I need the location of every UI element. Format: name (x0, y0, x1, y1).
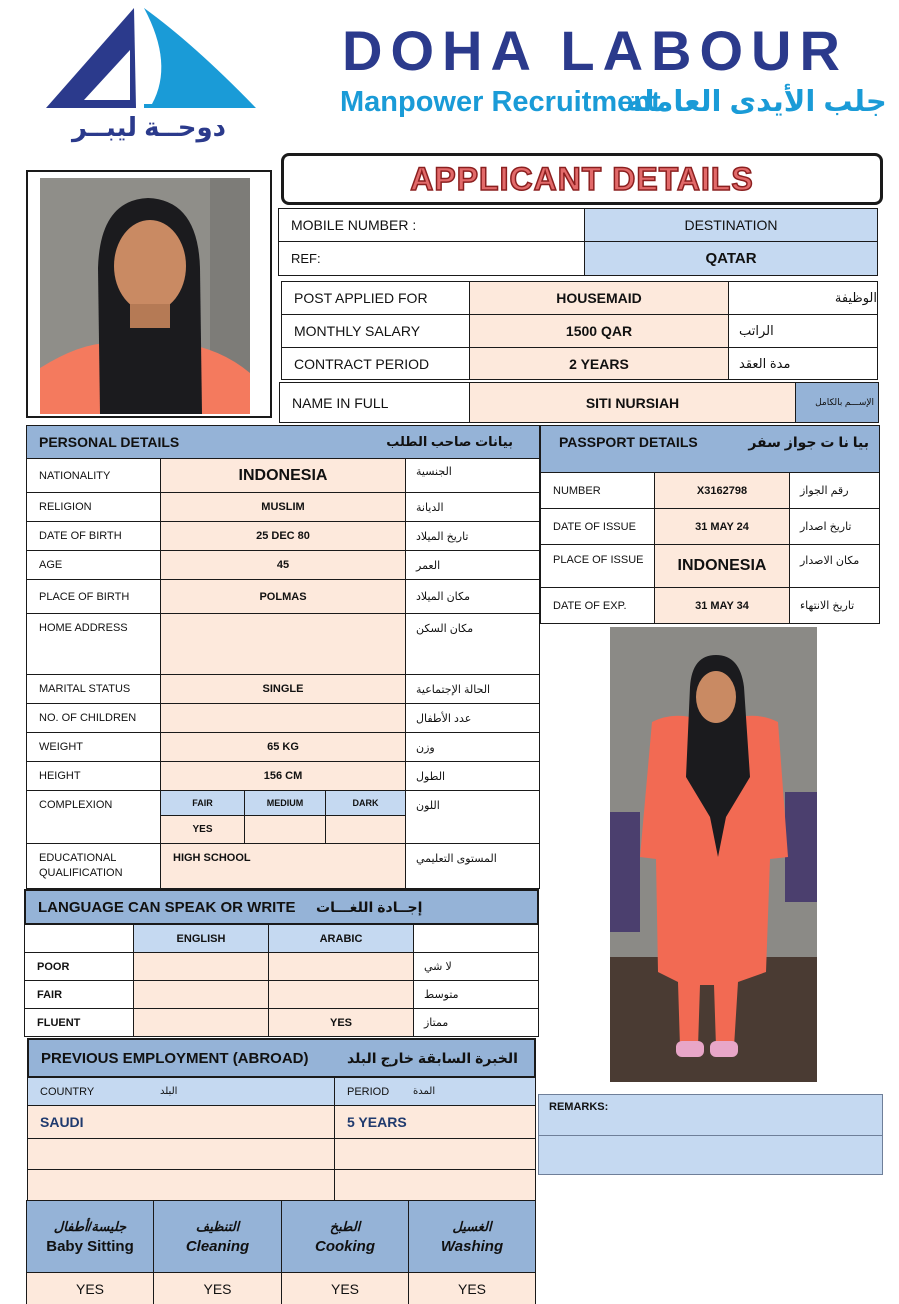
dob-label: DATE OF BIRTH (26, 521, 161, 551)
language-title-ar: إجــادة اللغـــات (316, 898, 423, 915)
dob-value: 25 DEC 80 (160, 521, 406, 551)
contract-label: CONTRACT PERIOD (281, 347, 470, 380)
skill-babysitting-value: YES (26, 1272, 154, 1304)
expiry-date-label: DATE OF EXP. (540, 587, 655, 624)
name-value: SITI NURSIAH (469, 382, 796, 423)
post-value: HOUSEMAID (469, 281, 729, 315)
nationality-label: NATIONALITY (26, 458, 161, 493)
complexion-dark-header: DARK (325, 790, 406, 816)
issue-date-value: 31 MAY 24 (654, 508, 790, 545)
salary-ar: الراتب (728, 314, 878, 348)
employment-country-value: SAUDI (27, 1105, 335, 1139)
passport-details-title: PASSPORT DETAILS (559, 434, 698, 450)
employment-period-value: 5 YEARS (334, 1105, 536, 1139)
language-poor-english (133, 952, 269, 981)
skill-cooking-value: YES (281, 1272, 409, 1304)
employment-title-ar: الخبرة السابقة خارج البلد (347, 1049, 518, 1066)
passport-details-title-ar: بيا نا ت جواز سفر (748, 434, 869, 450)
period-label-ar: المدة (413, 1086, 436, 1097)
logo-arabic-text: دوحــة ليبــر (72, 112, 226, 142)
language-fair-label: FAIR (24, 980, 134, 1009)
skill-cleaning-value: YES (153, 1272, 282, 1304)
marital-value: SINGLE (160, 674, 406, 704)
weight-label: WEIGHT (26, 732, 161, 762)
employment-country-header (27, 1077, 335, 1106)
issue-date-ar: تاريخ اصدار (789, 508, 880, 545)
company-header (282, 4, 892, 146)
complexion-fair-value: YES (160, 815, 245, 844)
employment-empty-period-2 (334, 1169, 536, 1201)
address-value (160, 613, 406, 675)
complexion-medium-header: MEDIUM (244, 790, 326, 816)
remarks-area (538, 1135, 883, 1175)
language-fluent-label: FLUENT (24, 1008, 134, 1037)
brand-subtitle-ar: جلب الأيدى العاملة (626, 86, 887, 118)
weight-ar: وزن (405, 732, 540, 762)
form-title: APPLICANT DETAILS (410, 160, 754, 197)
education-value: HIGH SCHOOL (160, 843, 406, 889)
employment-empty-country-2 (27, 1169, 335, 1201)
religion-ar: الديانة (405, 492, 540, 522)
brand-subtitle-en: Manpower Recruitment (340, 86, 661, 118)
pob-value: POLMAS (160, 579, 406, 614)
skill-cooking-ar: الطبخ (329, 1218, 361, 1234)
post-label: POST APPLIED FOR (281, 281, 470, 315)
issue-place-ar: مكان الاصدار (789, 544, 880, 588)
age-label: AGE (26, 550, 161, 580)
skill-washing-value: YES (408, 1272, 536, 1304)
issue-place-value: INDONESIA (654, 544, 790, 588)
period-label: PERIOD (347, 1085, 390, 1098)
personal-details-title-ar: بيانات صاحب الطلب (386, 434, 513, 449)
name-label: NAME IN FULL (279, 382, 470, 423)
passport-number-value: X3162798 (654, 472, 790, 509)
nationality-ar: الجنسية (405, 458, 540, 493)
remarks-box (538, 1094, 883, 1136)
issue-place-label: PLACE OF ISSUE (540, 544, 655, 588)
employment-empty-country-1 (27, 1138, 335, 1170)
complexion-ar: اللون (405, 790, 540, 844)
language-corner-right (413, 924, 539, 953)
passport-number-ar: رقم الجواز (789, 472, 880, 509)
education-ar: المستوى التعليمي (405, 843, 540, 889)
complexion-label: COMPLEXION (26, 790, 161, 844)
language-arabic-header: ARABIC (268, 924, 414, 953)
skill-babysitting-ar: جليسة/أطفال (53, 1218, 127, 1234)
ref-label: REF: (278, 241, 585, 276)
contract-ar: مدة العقد (728, 347, 878, 380)
applicant-headshot (40, 178, 250, 414)
salary-label: MONTHLY SALARY (281, 314, 470, 348)
personal-details-title: PERSONAL DETAILS (39, 434, 180, 450)
skill-cooking-en: Cooking (315, 1237, 375, 1255)
education-label: EDUCATIONAL QUALIFICATION (26, 843, 161, 889)
skill-cooking-header (281, 1200, 409, 1273)
skill-cleaning-header (153, 1200, 282, 1273)
language-fluent-english (133, 1008, 269, 1037)
language-poor-arabic (268, 952, 414, 981)
expiry-date-ar: تاريخ الانتهاء (789, 587, 880, 624)
religion-label: RELIGION (26, 492, 161, 522)
language-fluent-ar: ممتاز (413, 1008, 539, 1037)
country-label: COUNTRY (40, 1085, 95, 1098)
mobile-label: MOBILE NUMBER : (278, 208, 585, 242)
contract-value: 2 YEARS (469, 347, 729, 380)
religion-value: MUSLIM (160, 492, 406, 522)
form-title-box (281, 153, 883, 205)
height-value: 156 CM (160, 761, 406, 791)
language-header (24, 889, 539, 925)
language-fluent-arabic: YES (268, 1008, 414, 1037)
age-ar: العمر (405, 550, 540, 580)
language-poor-label: POOR (24, 952, 134, 981)
marital-label: MARITAL STATUS (26, 674, 161, 704)
language-poor-ar: لا شي (413, 952, 539, 981)
age-value: 45 (160, 550, 406, 580)
employment-header (27, 1038, 536, 1078)
expiry-date-value: 31 MAY 34 (654, 587, 790, 624)
skill-babysitting-en: Baby Sitting (46, 1237, 134, 1255)
company-logo (24, 4, 266, 166)
height-label: HEIGHT (26, 761, 161, 791)
country-label-ar: البلد (160, 1086, 178, 1097)
pob-ar: مكان الميلاد (405, 579, 540, 614)
dob-ar: تاريخ الميلاد (405, 521, 540, 551)
language-fair-ar: متوسط (413, 980, 539, 1009)
complexion-dark-value (325, 815, 406, 844)
brand-name: DOHA LABOUR (342, 19, 848, 82)
language-title: LANGUAGE CAN SPEAK OR WRITE (38, 898, 296, 916)
passport-details-header (540, 425, 880, 473)
marital-ar: الحالة الإجتماعية (405, 674, 540, 704)
employment-title: PREVIOUS EMPLOYMENT (ABROAD) (41, 1049, 309, 1067)
complexion-medium-value (244, 815, 326, 844)
pob-label: PLACE OF BIRTH (26, 579, 161, 614)
salary-value: 1500 QAR (469, 314, 729, 348)
destination-label: DESTINATION (584, 208, 878, 242)
personal-details-header (26, 425, 540, 459)
passport-number-label: NUMBER (540, 472, 655, 509)
destination-value: QATAR (584, 241, 878, 276)
employment-period-header (334, 1077, 536, 1106)
name-ar: الإســـم بالكامل (795, 382, 879, 423)
address-ar: مكان السكن (405, 613, 540, 675)
skill-babysitting-header (26, 1200, 154, 1273)
skill-washing-en: Washing (440, 1237, 504, 1255)
weight-value: 65 KG (160, 732, 406, 762)
employment-empty-period-1 (334, 1138, 536, 1170)
complexion-fair-header: FAIR (160, 790, 245, 816)
language-english-header: ENGLISH (133, 924, 269, 953)
remarks-label: REMARKS: (549, 1101, 609, 1113)
skill-cleaning-ar: التنظيف (195, 1218, 240, 1234)
address-label: HOME ADDRESS (26, 613, 161, 675)
height-ar: الطول (405, 761, 540, 791)
issue-date-label: DATE OF ISSUE (540, 508, 655, 545)
language-fair-arabic (268, 980, 414, 1009)
skill-washing-header (408, 1200, 536, 1273)
skill-washing-ar: الغسيل (452, 1218, 492, 1234)
skill-cleaning-en: Cleaning (185, 1237, 250, 1255)
language-corner (24, 924, 134, 953)
nationality-value: INDONESIA (160, 458, 406, 493)
children-value (160, 703, 406, 733)
children-label: NO. OF CHILDREN (26, 703, 161, 733)
post-ar: الوظيفة (728, 281, 878, 315)
children-ar: عدد الأطفال (405, 703, 540, 733)
applicant-full-photo (610, 627, 817, 1082)
language-fair-english (133, 980, 269, 1009)
